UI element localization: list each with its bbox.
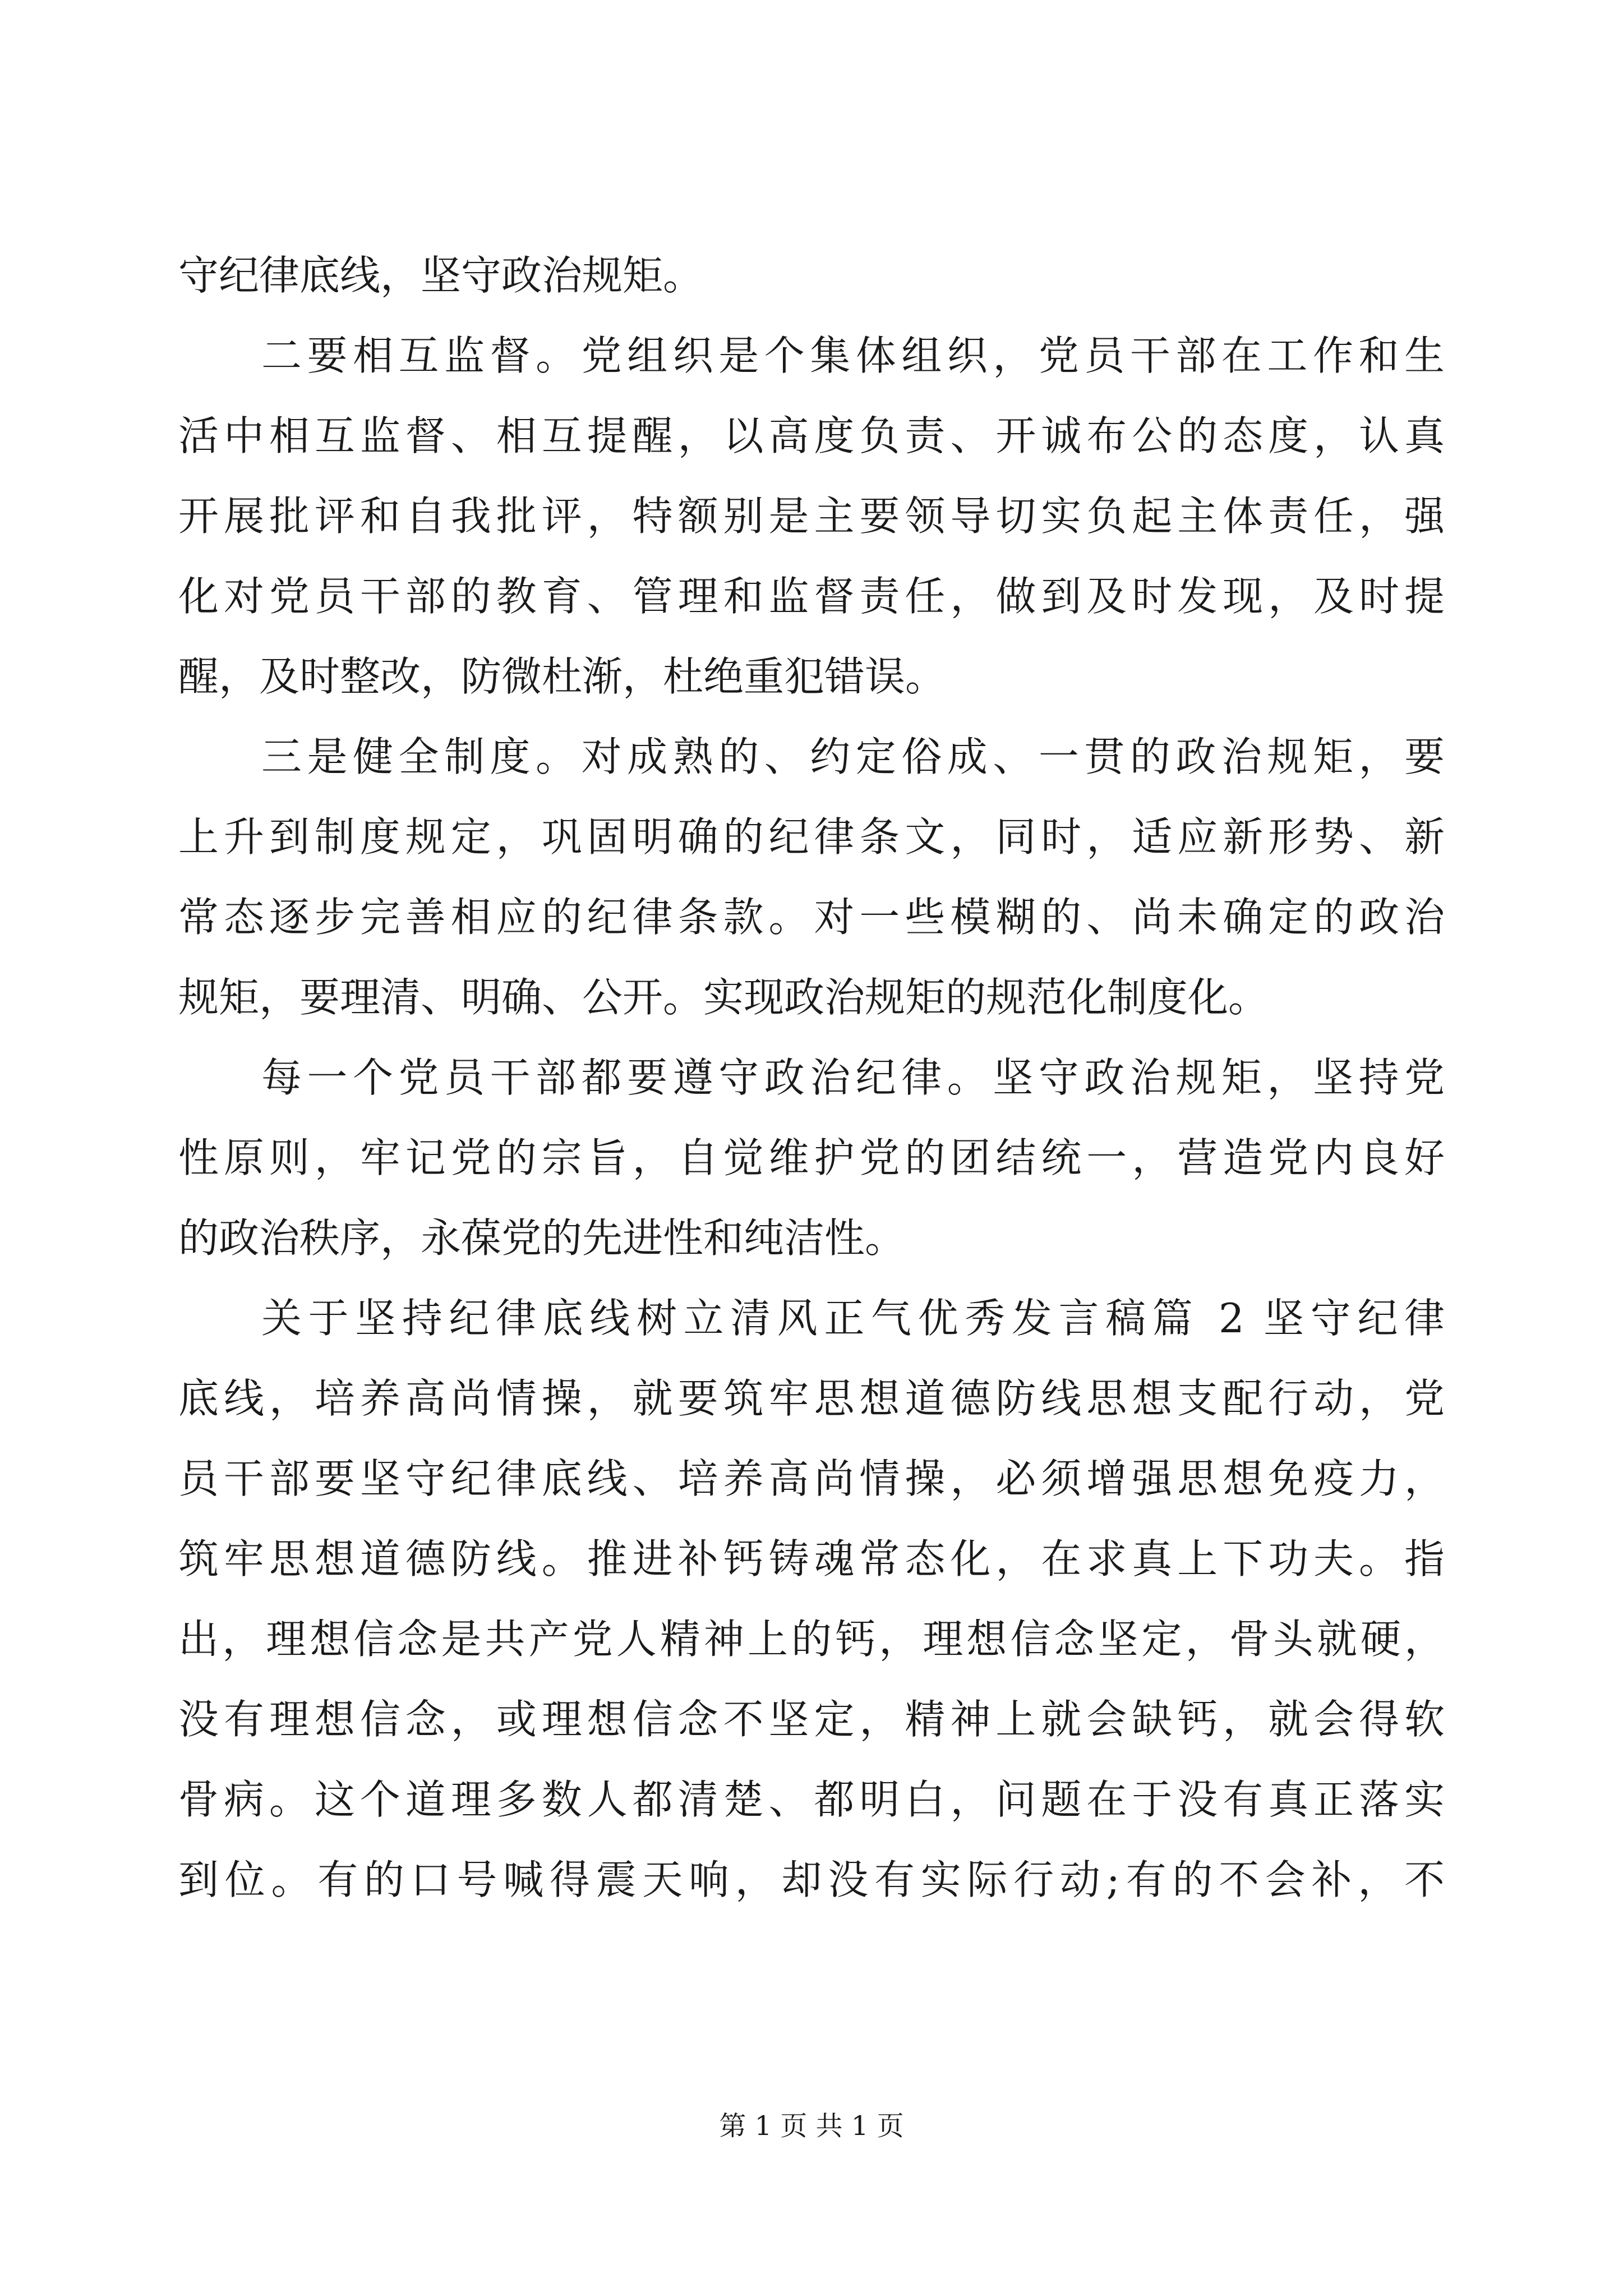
page-footer: [0, 2109, 1623, 2143]
text-line: 规矩，要理清、明确、公开。实现政治规矩的规范化制度化。: [178, 974, 1269, 1021]
text-line: 出，理想信念是共产党人精神上的钙，理想信念坚定，骨头就硬，: [178, 1616, 1445, 1663]
page-number-label: 第 1 页 共 1 页: [719, 2110, 904, 2142]
document-body: [178, 236, 1445, 1920]
text-line: 上升到制度规定，巩固明确的纪律条文，同时，适应新形势、新: [178, 813, 1445, 861]
text-line: 开展批评和自我批评，特额别是主要领导切实负起主体责任，强: [178, 493, 1445, 540]
text-line: 性原则，牢记党的宗旨，自觉维护党的团结统一，营造党内良好: [178, 1134, 1445, 1181]
text-line: 二要相互监督。党组织是个集体组织，党员干部在工作和生: [261, 332, 1445, 379]
text-line: 关于坚持纪律底线树立清风正气优秀发言稿篇 2 坚守纪律: [261, 1295, 1445, 1342]
text-line: 骨病。这个道理多数人都清楚、都明白，问题在于没有真正落实: [178, 1776, 1445, 1823]
text-line: 的政治秩序，永葆党的先进性和纯洁性。: [178, 1214, 906, 1262]
text-line: 到位。有的口号喊得震天响，却没有实际行动;有的不会补，不: [178, 1856, 1445, 1903]
text-line: 化对党员干部的教育、管理和监督责任，做到及时发现，及时提: [178, 573, 1445, 620]
text-line: 没有理想信念，或理想信念不坚定，精神上就会缺钙，就会得软: [178, 1696, 1445, 1743]
text-line: 三是健全制度。对成熟的、约定俗成、一贯的政治规矩，要: [261, 733, 1445, 780]
text-line: 常态逐步完善相应的纪律条款。对一些模糊的、尚未确定的政治: [178, 894, 1445, 941]
text-line: 醒，及时整改，防微杜渐，杜绝重犯错误。: [178, 653, 946, 700]
text-line: 底线，培养高尚情操，就要筑牢思想道德防线思想支配行动，党: [178, 1375, 1445, 1422]
text-line: 每一个党员干部都要遵守政治纪律。坚守政治规矩，坚持党: [261, 1054, 1445, 1101]
text-line: 活中相互监督、相互提醒，以高度负责、开诚布公的态度，认真: [178, 412, 1445, 459]
text-line: 筑牢思想道德防线。推进补钙铸魂常态化，在求真上下功夫。指: [178, 1535, 1445, 1582]
text-line: 员干部要坚守纪律底线、培养高尚情操，必须增强思想免疫力，: [178, 1455, 1445, 1502]
text-line: 守纪律底线，坚守政治规矩。: [178, 252, 704, 299]
